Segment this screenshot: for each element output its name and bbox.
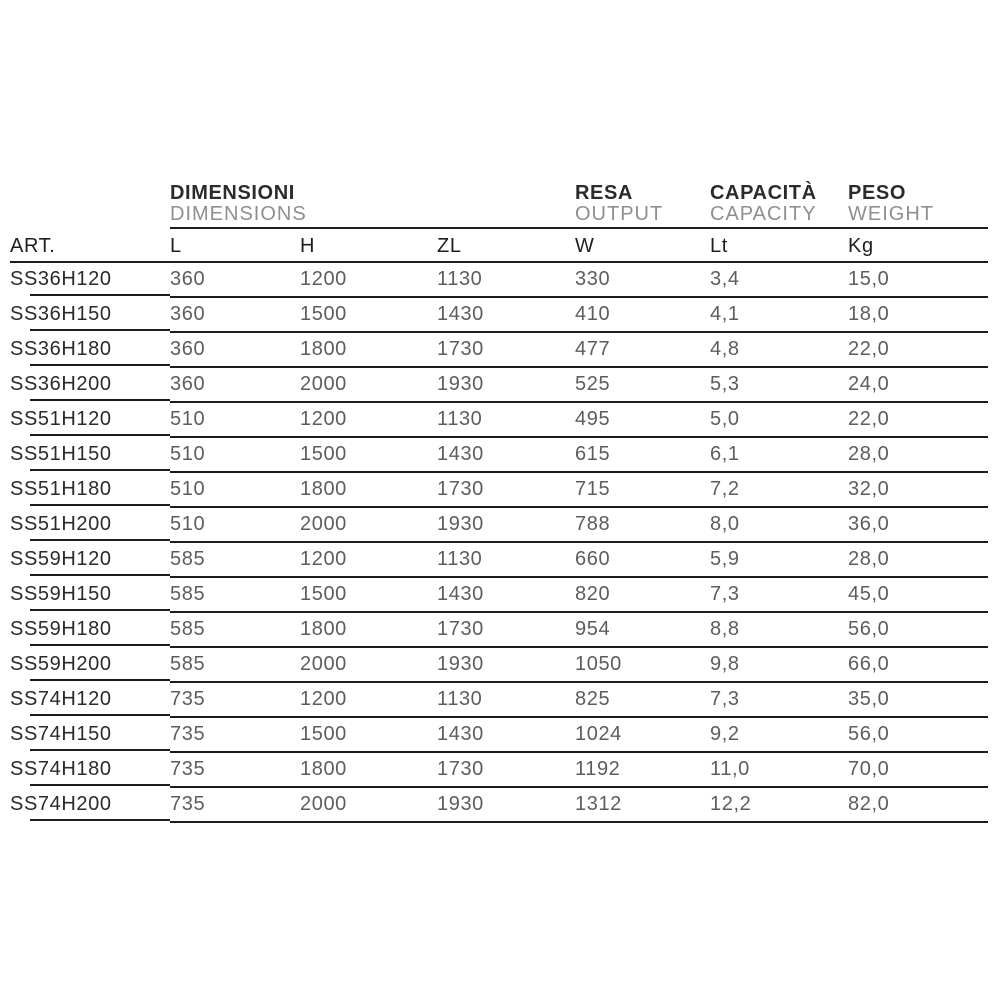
cell-lt: 5,9 — [710, 543, 848, 578]
table-row — [10, 788, 988, 823]
cell-l: 585 — [170, 578, 300, 613]
cell-kg: 22,0 — [848, 403, 988, 438]
cell-zl: 1730 — [437, 473, 575, 508]
cell-w: 1050 — [575, 648, 710, 683]
cell-l: 510 — [170, 438, 300, 473]
cell-art: SS74H200 — [10, 788, 170, 823]
table-row — [10, 438, 988, 473]
table-row — [10, 543, 988, 578]
cell-w: 1192 — [575, 753, 710, 788]
cell-kg: 32,0 — [848, 473, 988, 508]
cell-lt: 4,1 — [710, 298, 848, 333]
cell-zl: 1430 — [437, 718, 575, 753]
cell-art: SS59H150 — [10, 578, 170, 613]
cell-art: SS59H180 — [10, 613, 170, 648]
group-subtitle-dimensions: DIMENSIONS — [170, 203, 307, 225]
cell-zl: 1930 — [437, 648, 575, 683]
cell-lt: 9,8 — [710, 648, 848, 683]
cell-art: SS59H200 — [10, 648, 170, 683]
cell-h: 2000 — [300, 508, 437, 543]
cell-h: 1500 — [300, 718, 437, 753]
cell-l: 735 — [170, 753, 300, 788]
table-row — [10, 298, 988, 333]
cell-lt: 8,8 — [710, 613, 848, 648]
cell-lt: 5,3 — [710, 368, 848, 403]
cell-w: 820 — [575, 578, 710, 613]
cell-h: 1800 — [300, 473, 437, 508]
column-header-kg: Kg — [848, 229, 988, 263]
cell-l: 510 — [170, 508, 300, 543]
table-row — [10, 753, 988, 788]
group-subtitle-weight: WEIGHT — [848, 203, 934, 225]
group-header-row — [10, 183, 988, 229]
table-body — [10, 263, 988, 823]
cell-h: 1500 — [300, 298, 437, 333]
cell-h: 1500 — [300, 438, 437, 473]
cell-h: 1200 — [300, 543, 437, 578]
cell-w: 477 — [575, 333, 710, 368]
cell-l: 360 — [170, 263, 300, 298]
cell-l: 585 — [170, 543, 300, 578]
cell-w: 1024 — [575, 718, 710, 753]
cell-kg: 35,0 — [848, 683, 988, 718]
cell-lt: 11,0 — [710, 753, 848, 788]
cell-kg: 56,0 — [848, 718, 988, 753]
cell-art: SS51H180 — [10, 473, 170, 508]
cell-kg: 22,0 — [848, 333, 988, 368]
cell-art: SS51H150 — [10, 438, 170, 473]
cell-kg: 15,0 — [848, 263, 988, 298]
cell-kg: 82,0 — [848, 788, 988, 823]
table-row — [10, 508, 988, 543]
cell-lt: 3,4 — [710, 263, 848, 298]
cell-l: 510 — [170, 473, 300, 508]
cell-kg: 18,0 — [848, 298, 988, 333]
cell-zl: 1130 — [437, 543, 575, 578]
cell-w: 825 — [575, 683, 710, 718]
column-header-l: L — [170, 229, 300, 263]
table-row — [10, 718, 988, 753]
cell-l: 585 — [170, 648, 300, 683]
table-row — [10, 648, 988, 683]
cell-w: 330 — [575, 263, 710, 298]
cell-h: 2000 — [300, 368, 437, 403]
cell-h: 1200 — [300, 683, 437, 718]
cell-zl: 1730 — [437, 753, 575, 788]
cell-lt: 7,3 — [710, 578, 848, 613]
cell-h: 1800 — [300, 613, 437, 648]
cell-lt: 7,2 — [710, 473, 848, 508]
cell-w: 410 — [575, 298, 710, 333]
group-title-resa: RESA — [575, 182, 633, 204]
cell-art: SS36H180 — [10, 333, 170, 368]
group-title-dimensioni: DIMENSIONI — [170, 182, 295, 204]
cell-art: SS59H120 — [10, 543, 170, 578]
cell-zl: 1430 — [437, 438, 575, 473]
cell-lt: 8,0 — [710, 508, 848, 543]
cell-w: 660 — [575, 543, 710, 578]
table-row — [10, 333, 988, 368]
cell-w: 1312 — [575, 788, 710, 823]
table-row — [10, 263, 988, 298]
cell-kg: 24,0 — [848, 368, 988, 403]
cell-w: 715 — [575, 473, 710, 508]
cell-h: 2000 — [300, 788, 437, 823]
cell-art: SS74H150 — [10, 718, 170, 753]
cell-zl: 1130 — [437, 683, 575, 718]
column-header-zl: ZL — [437, 229, 575, 263]
cell-l: 360 — [170, 298, 300, 333]
cell-l: 585 — [170, 613, 300, 648]
cell-zl: 1430 — [437, 298, 575, 333]
cell-l: 360 — [170, 333, 300, 368]
cell-kg: 28,0 — [848, 543, 988, 578]
table-row — [10, 368, 988, 403]
cell-kg: 56,0 — [848, 613, 988, 648]
cell-lt: 12,2 — [710, 788, 848, 823]
group-title-peso: PESO — [848, 182, 906, 204]
cell-zl: 1130 — [437, 403, 575, 438]
cell-kg: 70,0 — [848, 753, 988, 788]
cell-h: 1800 — [300, 753, 437, 788]
cell-zl: 1930 — [437, 788, 575, 823]
cell-art: SS51H120 — [10, 403, 170, 438]
table-row — [10, 613, 988, 648]
group-header-weight — [848, 183, 988, 229]
cell-art: SS74H180 — [10, 753, 170, 788]
cell-w: 525 — [575, 368, 710, 403]
cell-zl: 1130 — [437, 263, 575, 298]
column-header-art: ART. — [10, 229, 170, 263]
group-subtitle-output: OUTPUT — [575, 203, 664, 225]
group-header-spacer — [10, 183, 170, 229]
cell-w: 615 — [575, 438, 710, 473]
group-header-dimensions — [170, 183, 575, 229]
group-header-output — [575, 183, 710, 229]
group-header-capacity — [710, 183, 848, 229]
cell-zl: 1930 — [437, 368, 575, 403]
cell-zl: 1730 — [437, 613, 575, 648]
table-row — [10, 403, 988, 438]
cell-zl: 1930 — [437, 508, 575, 543]
cell-lt: 9,2 — [710, 718, 848, 753]
cell-art: SS36H120 — [10, 263, 170, 298]
cell-zl: 1430 — [437, 578, 575, 613]
column-header-lt: Lt — [710, 229, 848, 263]
cell-l: 735 — [170, 718, 300, 753]
cell-h: 2000 — [300, 648, 437, 683]
spec-table — [10, 183, 988, 823]
cell-kg: 36,0 — [848, 508, 988, 543]
column-header-w: W — [575, 229, 710, 263]
column-header-h: H — [300, 229, 437, 263]
cell-w: 788 — [575, 508, 710, 543]
cell-l: 510 — [170, 403, 300, 438]
cell-lt: 5,0 — [710, 403, 848, 438]
cell-art: SS36H150 — [10, 298, 170, 333]
cell-kg: 28,0 — [848, 438, 988, 473]
group-subtitle-capacity: CAPACITY — [710, 203, 817, 225]
cell-h: 1800 — [300, 333, 437, 368]
column-header-row — [10, 229, 988, 263]
cell-w: 495 — [575, 403, 710, 438]
cell-l: 360 — [170, 368, 300, 403]
cell-lt: 7,3 — [710, 683, 848, 718]
group-title-capacita: CAPACITÀ — [710, 182, 817, 204]
cell-art: SS36H200 — [10, 368, 170, 403]
cell-zl: 1730 — [437, 333, 575, 368]
cell-lt: 4,8 — [710, 333, 848, 368]
table-row — [10, 473, 988, 508]
cell-kg: 66,0 — [848, 648, 988, 683]
cell-h: 1200 — [300, 403, 437, 438]
cell-art: SS74H120 — [10, 683, 170, 718]
table-row — [10, 578, 988, 613]
cell-h: 1500 — [300, 578, 437, 613]
cell-l: 735 — [170, 683, 300, 718]
cell-h: 1200 — [300, 263, 437, 298]
table-row — [10, 683, 988, 718]
cell-kg: 45,0 — [848, 578, 988, 613]
spec-table-container — [10, 183, 988, 823]
cell-l: 735 — [170, 788, 300, 823]
cell-w: 954 — [575, 613, 710, 648]
cell-art: SS51H200 — [10, 508, 170, 543]
cell-lt: 6,1 — [710, 438, 848, 473]
